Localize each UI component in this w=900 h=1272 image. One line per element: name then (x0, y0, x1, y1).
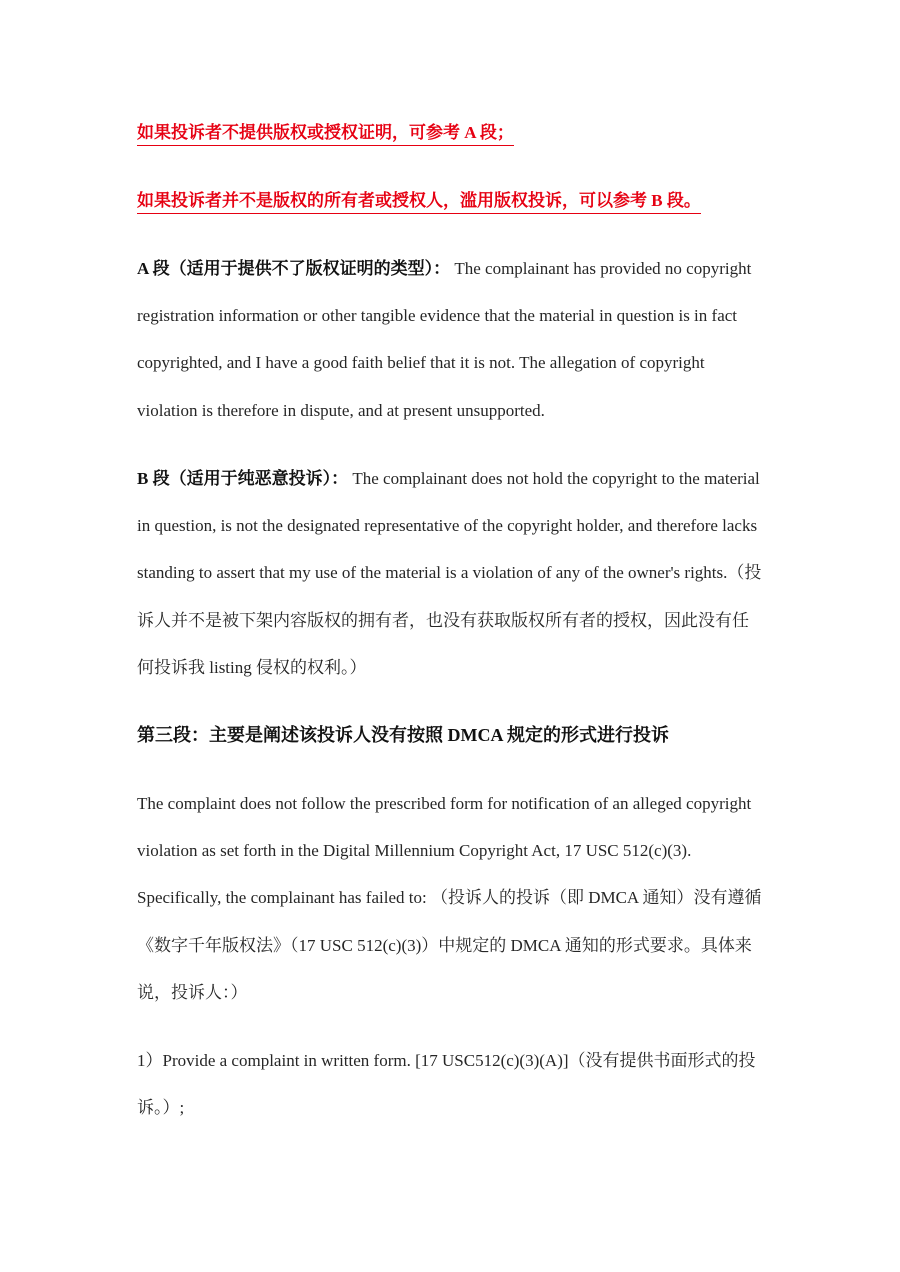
section-a-label: A 段（适用于提供不了版权证明的类型）： (137, 259, 451, 278)
notice-a-text: 如果投诉者不提供版权或授权证明，可参考 A 段； (137, 122, 514, 146)
notice-b-text: 如果投诉者并不是版权的所有者或授权人，滥用版权投诉，可以参考 B 段。 (137, 190, 701, 214)
section-three-paragraph: The complaint does not follow the prescribed form for notification of an alleged copyright violation as set forth in the Digital Millennium Copyright Act, 17 USC 512(c)(3). Specifically, the complainant has failed to: （投诉人的投诉（即 DMCA 通知）没有遵循《数字千年版权法》（17 USC 512(c)(3)）中规定的 DMCA 通知的形式要求。具体来说，投诉人：） (137, 794, 762, 1002)
notice-a (137, 122, 514, 146)
section-three-item-1: 1）Provide a complaint in written form. [17 USC512(c)(3)(A)]（没有提供书面形式的投诉。）; (137, 1051, 756, 1118)
section-a-text: The complainant has provided no copyright registration information or other tangible evidence that the material in question is in fact copyrighted, and I have a good faith belief that it is not. The allegation of copyright violation is therefore in dispute, and at present unsupported. (137, 259, 752, 420)
notice-b (137, 190, 701, 214)
section-b-text: The complainant does not hold the copyright to the material in question, is not the designated representative of the copyright holder, and therefore lacks standing to assert that my use of the material is a violation of any of the owner's rights.（投诉人并不是被下架内容版权的拥有者，也没有获取版权所有者的授权，因此没有任何投诉我 listing 侵权的权利。） (137, 469, 762, 677)
section-a-paragraph (137, 245, 762, 434)
section-b-label: B 段（适用于纯恶意投诉）： (137, 469, 349, 488)
section-three-heading: 第三段：主要是阐述该投诉人没有按照 DMCA 规定的形式进行投诉 (137, 725, 669, 745)
section-b-paragraph (137, 455, 762, 691)
